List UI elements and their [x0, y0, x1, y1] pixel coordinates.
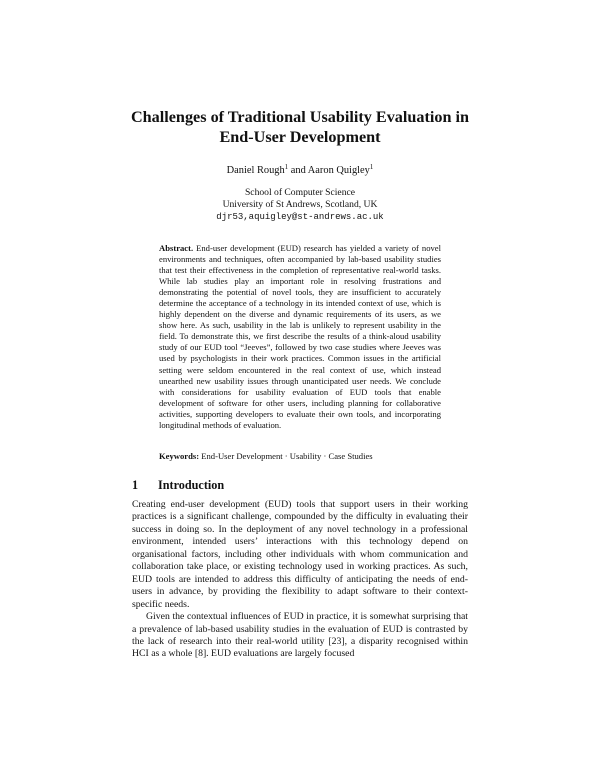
keywords	[159, 451, 449, 462]
section-title: Introduction	[158, 478, 225, 492]
abstract-text: End-user development (EUD) research has yielded a variety of novel environments and techniques, often accompanied by lab-based usability studies that test their effectiveness in the completion of representative real-world tasks. While lab studies play an important role in resolving frustrations and demonstrating the potential of novel tools, they are insufficient to accurately determine the acceptance of a technology in its intended context of use, which is highly dependent on the diverse and dynamic requirements of its users, as we show here. As such, usability in the lab is unlikely to represent usability in the field. To demonstrate this, we first describe the results of a think-aloud usability study of our EUD tool “Jeeves”, followed by two case studies where Jeeves was used by psychologists in their work practices. Common issues in the artificial setting were seldom encountered in the real context of use, which instead unearthed new usability issues through unanticipated user needs. We conclude with considerations for usability evaluation of EUD tools that enable development of software for other users, including planning for collaborative activities, supporting developers to evaluate their own tools, and incorporating longitudinal methods of evaluation.	[159, 243, 441, 430]
affiliation-institution: University of St Andrews, Scotland, UK	[222, 199, 378, 210]
section-heading	[132, 478, 224, 493]
paper-title: Challenges of Traditional Usability Evaluation in End-User Development	[130, 108, 470, 146]
affiliation-block	[0, 187, 600, 223]
abstract	[159, 243, 441, 431]
keywords-text: End-User Development · Usability · Case Studies	[201, 451, 373, 461]
affiliation-department: School of Computer Science	[244, 187, 356, 198]
author-name: Daniel Rough	[226, 165, 285, 176]
paragraph: Creating end-user development (EUD) tools that support users in their working practices is a significant challenge, compounded by the difficulty in evaluating their success in doing so. In the deployment of any novel technology in a professional environment, intended users’ interactions with this technology depend on organisational factors, including other individuals with whom communication and collaboration take place, or existing technology used in working practices. As such, EUD tools are intended to address this difficulty of anticipating the needs of end-users in advance, by providing the flexibility to adapt software to their context-specific needs.	[132, 499, 468, 610]
author-name: Aaron Quigley	[307, 165, 370, 176]
body-text	[132, 499, 468, 661]
author-joiner: and	[288, 165, 308, 176]
section-number: 1	[132, 478, 139, 492]
affiliation-mark: 1	[284, 163, 289, 171]
author-emails: djr53,aquigley@st-andrews.ac.uk	[216, 212, 384, 222]
author-line	[0, 164, 600, 177]
abstract-label: Abstract.	[159, 243, 194, 253]
paragraph: Given the contextual influences of EUD in practice, it is somewhat surprising that a prevalence of lab-based usability studies in the evaluation of EUD is contrasted by the lack of research into their real-world utility [23], a disparity recognised within HCI as a whole [8]. EUD evaluations are largely focused	[132, 611, 468, 660]
keywords-label: Keywords:	[159, 451, 200, 461]
affiliation-mark: 1	[369, 163, 374, 171]
